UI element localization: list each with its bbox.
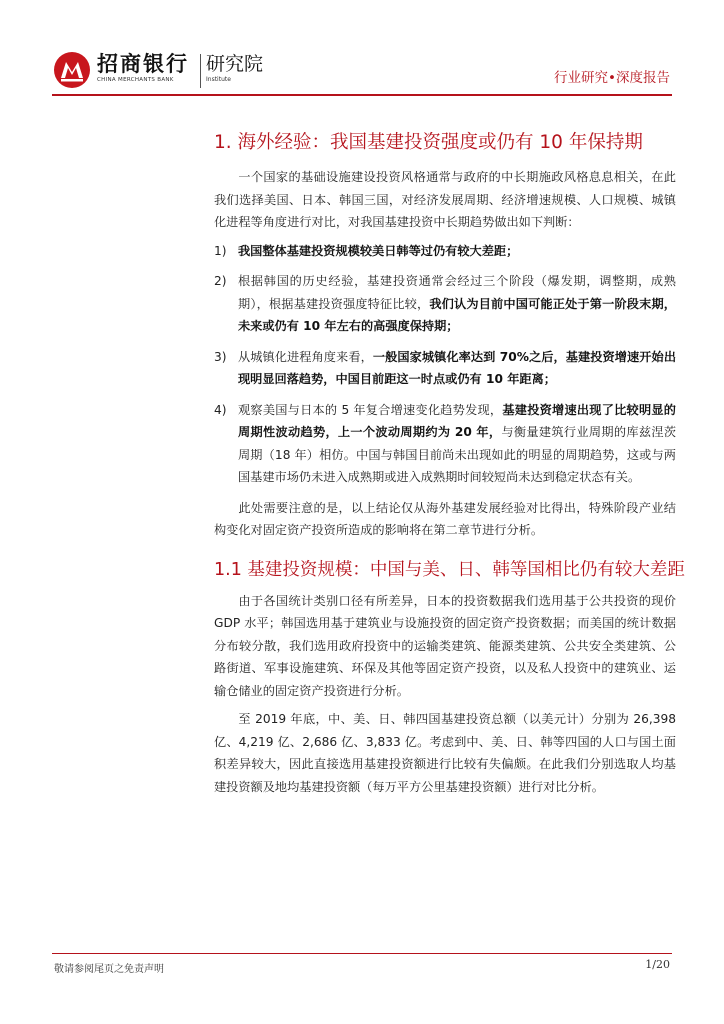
list-item-number: 1) — [214, 243, 227, 258]
brand-en: CHINA MERCHANTS BANK — [97, 77, 174, 83]
list-item — [214, 270, 676, 338]
list-item-text: 从城镇化进程角度来看， — [238, 349, 373, 364]
header-divider — [52, 94, 672, 96]
list-item-bold: 一般国家城镇化率达到 70%之后，基建投资增速开始出现明显回落趋势，中国目前距这一时点或仍有 10 年距离； — [238, 349, 677, 386]
main-content — [214, 130, 685, 804]
list-item-number: 4) — [214, 402, 227, 417]
section-1-title: 1. 海外经验：我国基建投资强度或仍有 10 年保持期 — [214, 132, 643, 153]
footer-divider — [52, 953, 672, 954]
section-1-1-para-1: 由于各国统计类别口径有所差异，日本的投资数据我们选用基于公共投资的现价 GDP 水平；韩国选用基于建筑业与设施投资的固定资产投资数据；而美国的统计数据分布较分散，我们选用政府投资中的运输类建筑、能源类建筑、公共安全类建筑、公路街道、军事设施建筑、环保及其他等固定资产投资，以及私人投资中的建筑业、运输仓储业的固定资产投资进行分析。 — [214, 593, 676, 698]
institute-cn: 研究院 — [206, 53, 264, 75]
list-item-text-2: 与衡量建筑行业周期的库兹涅茨周期（18 年）相仿。中国与韩国目前尚未出现如此的明显的周期趋势，这或与两国基建市场仍未进入成熟期或进入成熟期时间较短尚未达到稳定状态有关。 — [238, 425, 677, 484]
list-item — [214, 399, 676, 489]
list-item-bold: 我们认为目前中国可能正处于第一阶段末期，未来或仍有 10 年左右的高强度保持期； — [238, 296, 676, 333]
section-1-1-title: 1.1 基建投资规模：中国与美、日、韩等国相比仍有较大差距 — [214, 559, 685, 580]
brand-name — [97, 52, 189, 84]
cmb-logo-icon — [52, 50, 92, 90]
section-1-1-para-2: 至 2019 年底，中、美、日、韩四国基建投资总额（以美元计）分别为 26,398 亿、4,219 亿、2,686 亿、3,833 亿。考虑到中、美、日、韩等四国的人口与国土面积差异较大，因此直接选用基建投资额进行比较有失偏颇。在此我们分别选取人均基建投资额及地均基建投资额（每万平方公里基建投资额）进行对比分析。 — [214, 712, 676, 794]
list-item-text: 根据韩国的历史经验，基建投资通常会经过三个阶段（爆发期，调整期，成熟期），根据基建投资强度特征比较， — [238, 274, 676, 311]
section-1-intro: 一个国家的基础设施建设投资风格通常与政府的中长期施政风格息息相关，在此我们选择美国、日本、韩国三国，对经济发展周期、经济增速规模、人口规模、城镇化进程等角度进行对比，对我国基建投资中长期趋势做出如下判断： — [214, 170, 676, 229]
list-item-number: 3) — [214, 349, 227, 364]
institute-name — [206, 52, 263, 84]
list-item-number: 2) — [214, 274, 227, 288]
page-header — [0, 0, 724, 100]
brand-cn: 招商银行 — [97, 52, 189, 76]
list-item — [214, 346, 676, 391]
report-type: 行业研究•深度报告 — [554, 70, 670, 86]
list-item-bold: 我国整体基建投资规模较美日韩等过仍有较大差距； — [238, 243, 519, 258]
list-item — [214, 240, 676, 263]
page-number: 1/20 — [645, 958, 670, 971]
header-separator — [200, 54, 201, 88]
list-item-bold: 基建投资增速出现了比较明显的周期性波动趋势，上一个波动周期约为 20 年， — [238, 402, 676, 439]
section-1-note: 此处需要注意的是，以上结论仅从海外基建发展经验对比得出，特殊阶段产业结构变化对固定资产投资所造成的影响将在第二章节进行分析。 — [214, 500, 676, 537]
institute-en: Institute — [206, 76, 231, 83]
list-item-text: 观察美国与日本的 5 年复合增速变化趋势发现， — [238, 402, 503, 417]
footer-disclaimer: 敬请参阅尾页之免责声明 — [54, 964, 164, 975]
